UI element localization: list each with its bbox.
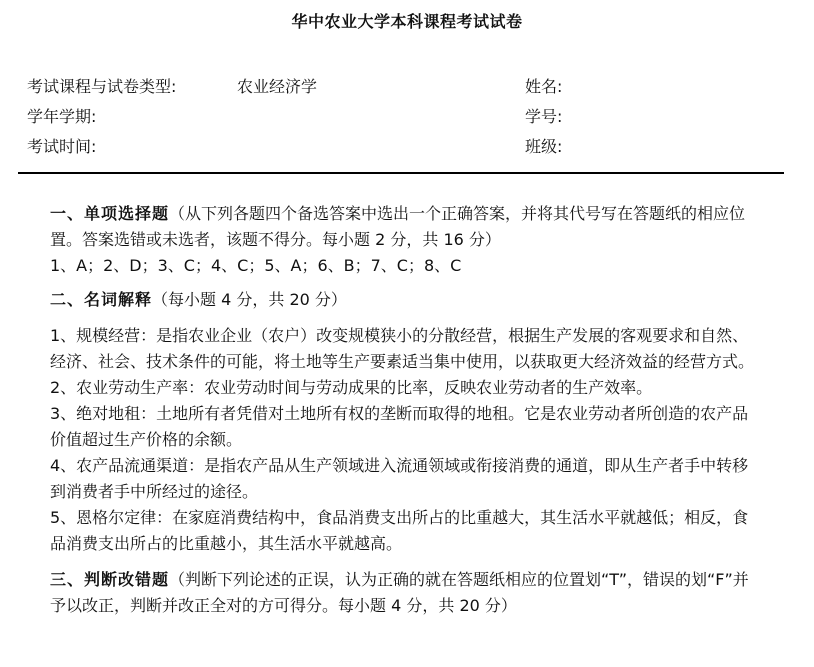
semester-label: 学年学期: xyxy=(27,107,97,126)
section-3-heading xyxy=(50,567,760,619)
term-item-1: 1、规模经营：是指农业企业（农户）改变规模狭小的分散经营，根据生产发展的客观要求和自然、经济、社会、技术条件的可能，将土地等生产要素适当集中使用，以获取更大经济效益的经营方式。 xyxy=(50,326,755,371)
section-1-heading xyxy=(50,201,760,253)
exam-time-label: 考试时间: xyxy=(27,137,97,156)
term-item-2: 2、农业劳动生产率：农业劳动时间与劳动成果的比率，反映农业劳动者的生产效率。 xyxy=(50,378,653,397)
section-2-title: 二、名词解释 xyxy=(50,290,153,309)
term-item-5: 5、恩格尔定律：在家庭消费结构中，食品消费支出所占的比重越大，其生活水平就越低；相反，食品消费支出所占的比重越小，其生活水平就越高。 xyxy=(50,508,749,553)
exam-content xyxy=(50,201,760,619)
page-title: 华中农业大学本科课程考试试卷 xyxy=(291,12,523,31)
section-3-note: （判断下列论述的正误，认为正确的就在答题纸相应的位置划“T”，错误的划“F”并予以改正，判断并改正全对的方可得分。每小题 4 分，共 20 分） xyxy=(50,570,749,615)
section-2-heading xyxy=(50,287,760,313)
section-1-answers: 1、A；2、D；3、C；4、C；5、A；6、B；7、C；8、C xyxy=(50,256,462,275)
term-item-4: 4、农产品流通渠道：是指农产品从生产领域进入流通领域或衔接消费的通道，即从生产者手中转移到消费者手中所经过的途径。 xyxy=(50,456,749,501)
section-2-note: （每小题 4 分，共 20 分） xyxy=(152,290,347,309)
section-3-title: 三、判断改错题 xyxy=(50,570,170,589)
term-item-3: 3、绝对地租：土地所有者凭借对土地所有权的垄断而取得的地租。它是农业劳动者所创造的农产品价值超过生产价格的余额。 xyxy=(50,404,749,449)
section-1-title: 一、单项选择题 xyxy=(50,204,170,223)
name-label: 姓名: xyxy=(525,77,563,96)
course-type-label: 考试课程与试卷类型: xyxy=(27,77,177,96)
student-id-label: 学号: xyxy=(525,107,563,126)
header-divider xyxy=(18,172,784,174)
course-value: 农业经济学 xyxy=(237,77,318,96)
class-label: 班级: xyxy=(525,137,563,156)
section-1-note: （从下列各题四个备选答案中选出一个正确答案，并将其代号写在答题纸的相应位置。答案选错或未选者，该题不得分。每小题 2 分，共 16 分） xyxy=(50,204,746,249)
